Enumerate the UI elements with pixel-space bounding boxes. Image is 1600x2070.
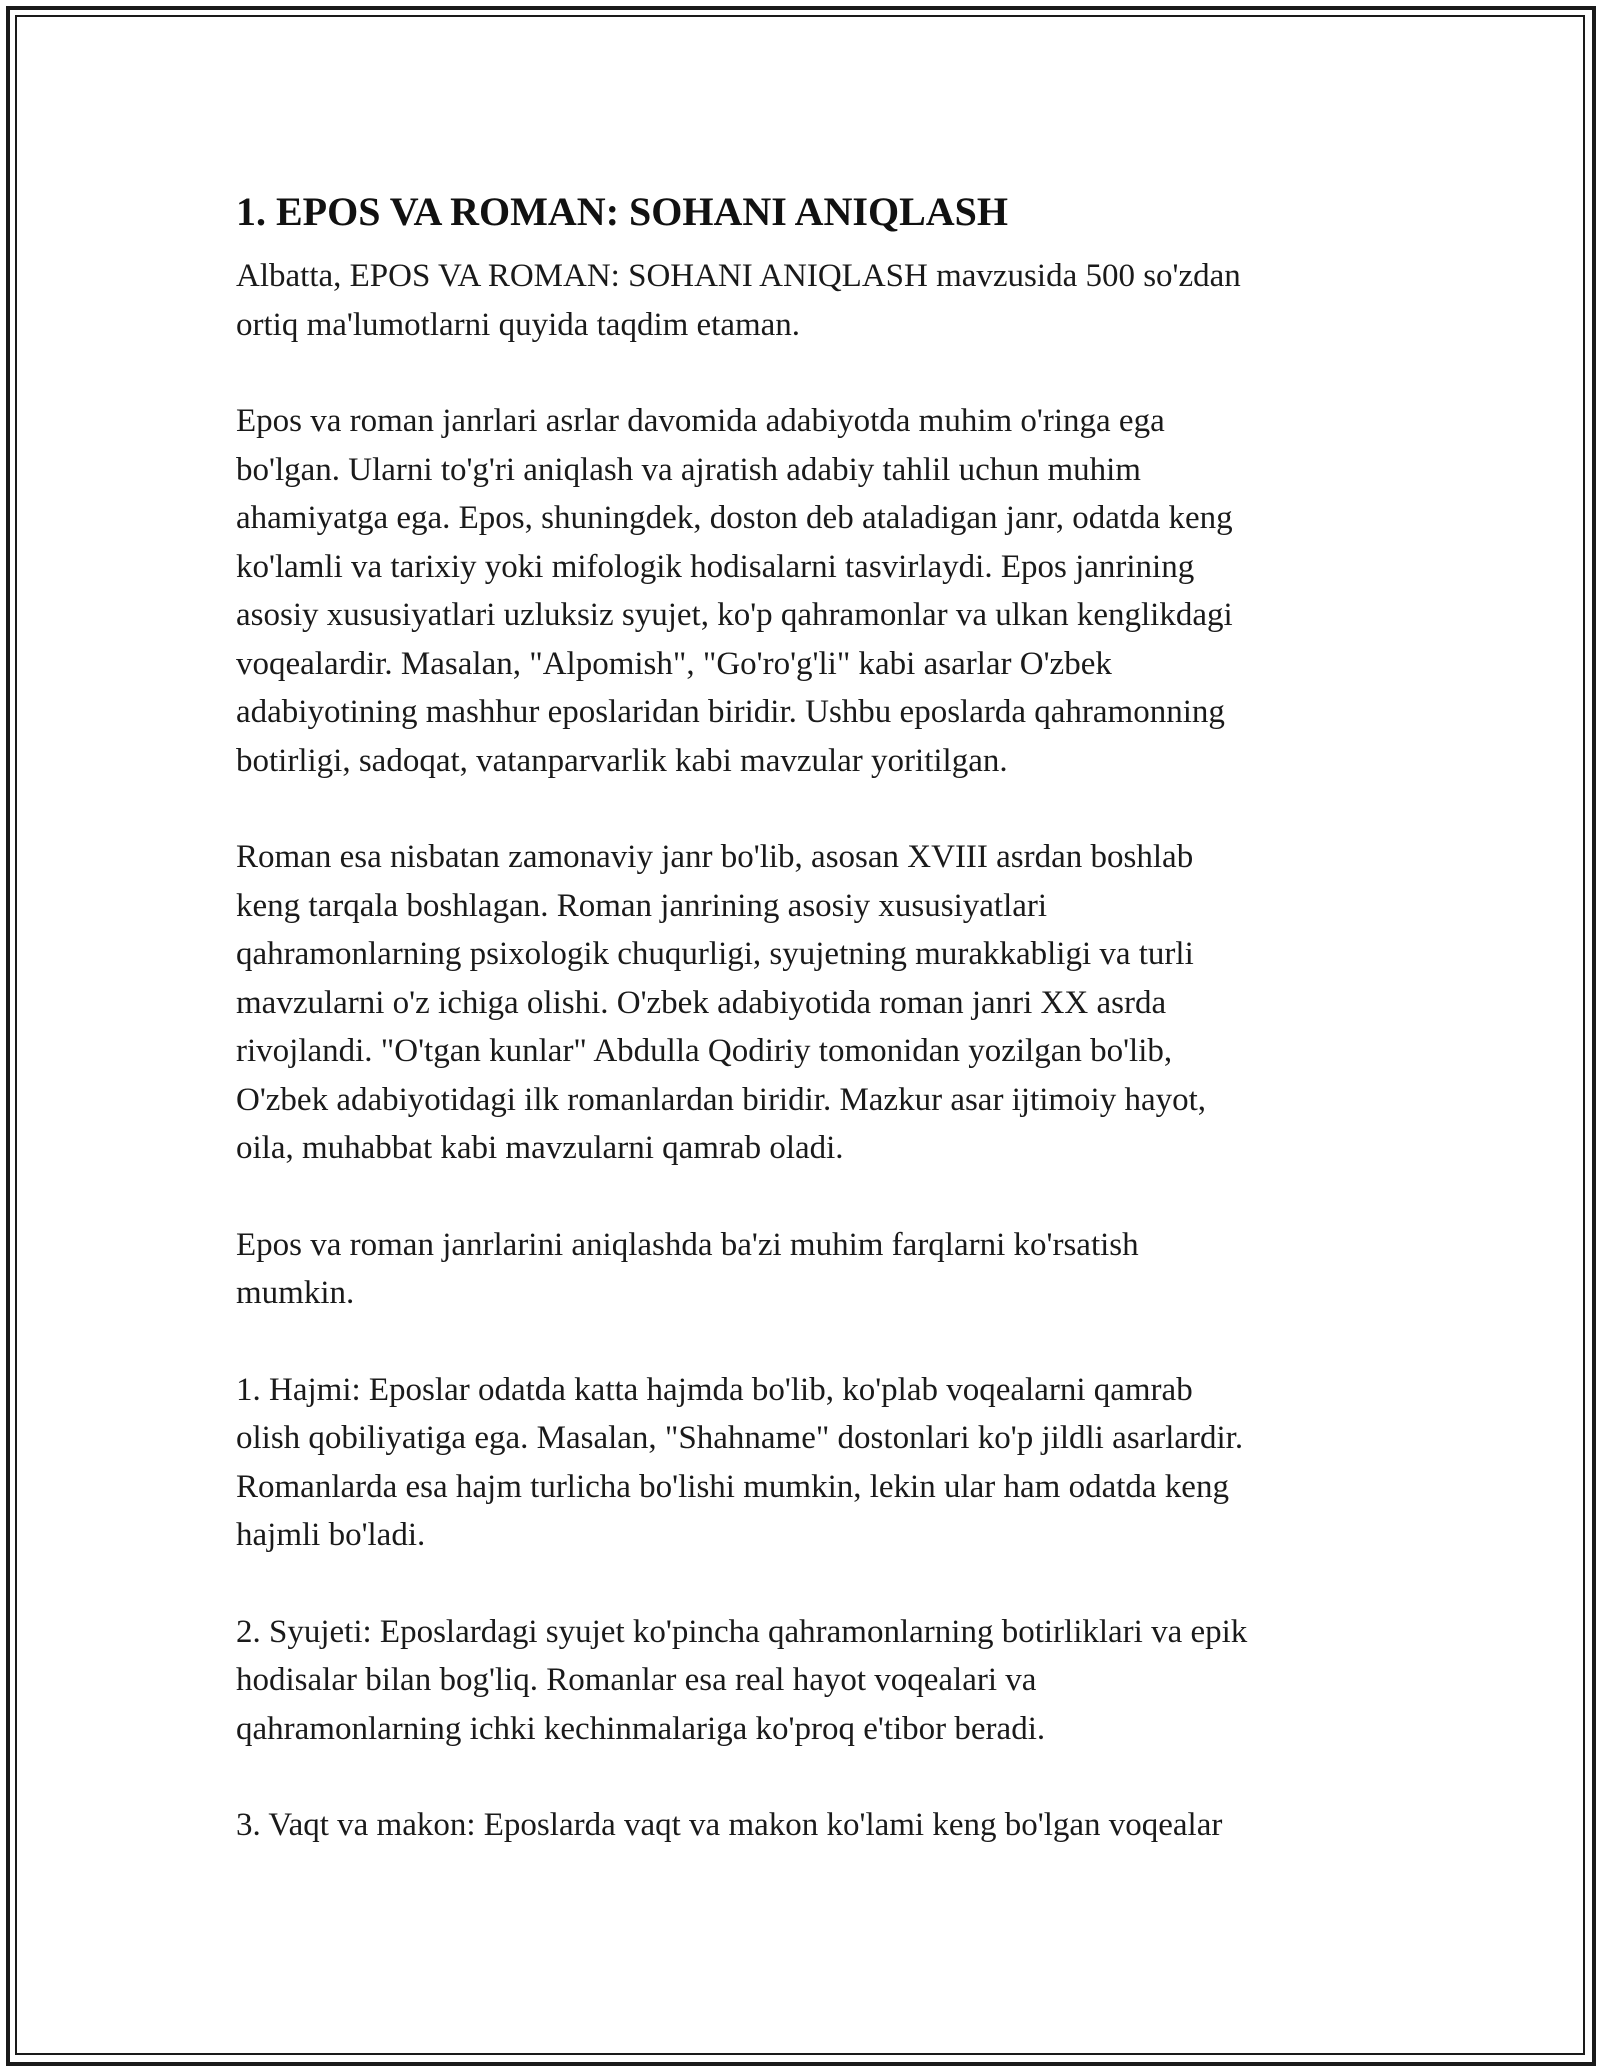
roman-paragraph: Roman esa nisbatan zamonaviy janr bo'lib, asosan XVIII asrdan boshlab keng tarqala boshlagan. Roman janrining asosiy xususiyatlari qahramonlarning psixologik chuqurligi, syujetning murakkabligi va turli mavzularni o'z ichiga olishi. O'zbek adabiyotida roman janri XX asrda rivojlandi. "O'tgan kunlar" Abdulla Qodiriy tomonidan yozilgan bo'lib, O'zbek adabiyotidagi ilk romanlardan biridir. Mazkur asar ijtimoiy hayot, oila, muhabbat kabi mavzularni qamrab oladi. xyxy=(236,839,1207,1166)
section-heading: 1. EPOS VA ROMAN: SOHANI ANIQLASH xyxy=(236,189,1008,234)
list-item-volume: 1. Hajmi: Eposlar odatda katta hajmda bo'lib, ko'plab voqealarni qamrab olish qobiliyatiga ega. Masalan, "Shahname" dostonlari ko'p jildli asarlardir. Romanlarda esa hajm turlicha bo'lishi mumkin, lekin ular ham odatda keng hajmli bo'ladi. xyxy=(236,1371,1244,1553)
intro-paragraph: Albatta, EPOS VA ROMAN: SOHANI ANIQLASH mavzusida 500 so'zdan ortiq ma'lumotlarni quyida taqdim etaman. xyxy=(236,258,1241,343)
list-item-plot: 2. Syujeti: Eposlardagi syujet ko'pincha qahramonlarning botirliklari va epik hodisalar bilan bog'liq. Romanlar esa real hayot voqealari va qahramonlarning ichki kechinmalariga ko'proq e'tibor beradi. xyxy=(236,1613,1248,1747)
differences-intro-paragraph: Epos va roman janrlarini aniqlashda ba'zi muhim farqlarni ko'rsatish mumkin. xyxy=(236,1226,1139,1311)
document-body xyxy=(236,186,1376,1898)
epos-paragraph: Epos va roman janrlari asrlar davomida adabiyotda muhim o'ringa ega bo'lgan. Ularni to'g'ri aniqlash va ajratish adabiy tahlil uchun muhim ahamiyatga ega. Epos, shuningdek, doston deb ataladigan janr, odatda keng ko'lamli va tarixiy yoki mifologik hodisalarni tasvirlaydi. Epos janrining asosiy xususiyatlari uzluksiz syujet, ko'p qahramonlar va ulkan kenglikdagi voqealardir. Masalan, "Alpomish", "Go'ro'g'li" kabi asarlar O'zbek adabiyotining mashhur eposlaridan biridir. Ushbu eposlarda qahramonning botirligi, sadoqat, vatanparvarlik kabi mavzular yoritilgan. xyxy=(236,403,1233,779)
list-item-time-space: 3. Vaqt va makon: Eposlarda vaqt va makon ko'lami keng bo'lgan voqealar xyxy=(236,1807,1223,1843)
